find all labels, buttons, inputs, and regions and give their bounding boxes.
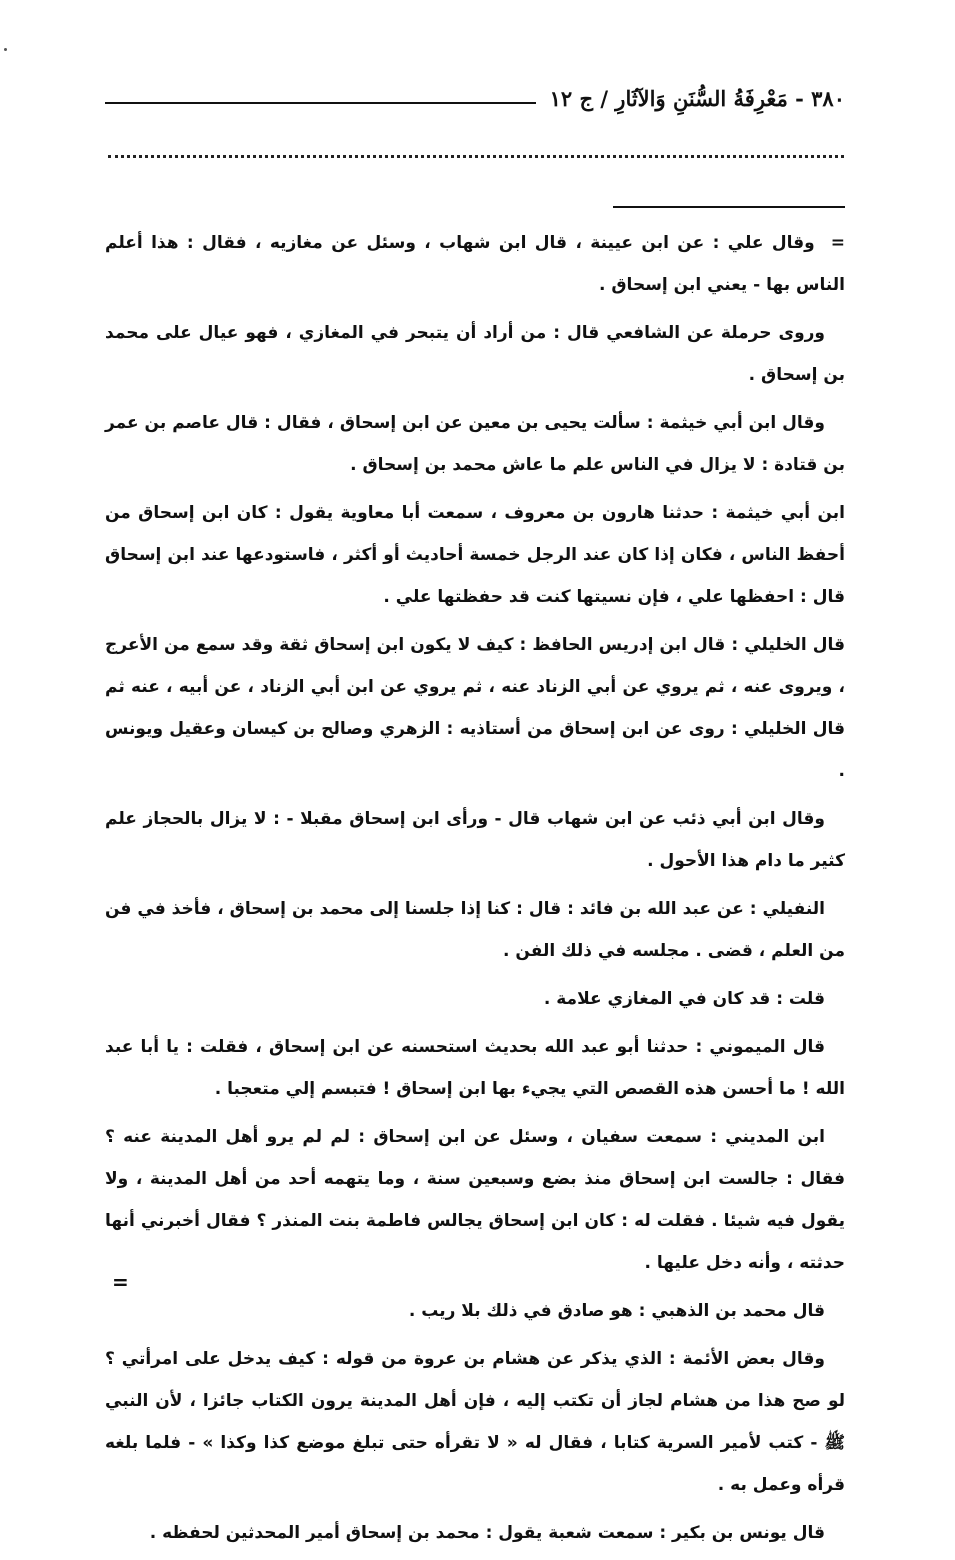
paragraph-1: [105, 222, 845, 306]
paragraph-6: وقال ابن أبي ذئب عن ابن شهاب قال - ورأى ابن إسحاق مقبلا - : لا يزال بالحجاز علم كثير ما دام هذا الأحول .: [105, 809, 845, 871]
paragraph-10: ابن المديني : سمعت سفيان ، وسئل عن ابن إسحاق : لم لم يرو أهل المدينة عنه ؟ فقال : جالست ابن إسحاق منذ بضع وسبعين سنة ، وما يتهمه أحد من أهل المدينة ، ولا يقول فيه شيئا . فقلت له : كان ابن إسحاق يجالس فاطمة بنت المنذر ؟ فقال أخبرني أنها حدثته ، وأنه دخل عليها .: [105, 1127, 845, 1273]
paragraph-13: قال يونس بن بكير : سمعت شعبة يقول : محمد بن إسحاق أمير المحدثين لحفظه .: [149, 1523, 825, 1543]
dotted-separator: [108, 155, 844, 158]
paragraph-1-text: وقال علي : عن ابن عيينة ، قال ابن شهاب ، وسئل عن مغازيه ، فقال : هذا أعلم الناس بها - يعني ابن إسحاق .: [105, 233, 845, 295]
paragraph-5: قال الخليلي : قال ابن إدريس الحافظ : كيف لا يكون ابن إسحاق ثقة وقد سمع من الأعرج ، ويروى عنه ، ثم يروي عن أبي الزناد عنه ، ثم يروي عن ابن أبي الزناد ، عن أبيه ، عنه ثم قال الخليلي : روى عن ابن إسحاق من أستاذيه : الزهري وصالح بن كيسان وعقيل ويونس .: [105, 635, 845, 781]
footnote-text: [105, 222, 845, 1560]
page-number-and-title: ٣٨٠ - مَعْرِفَةُ السُّنَنِ وَالآثَارِ / ج ١٢: [549, 85, 845, 111]
header-rule: [105, 102, 536, 104]
paragraph-2: وروى حرملة عن الشافعي قال : من أراد أن يتبحر في المغازي ، فهو عيال على محمد بن إسحاق .: [105, 323, 845, 385]
paragraph-3: وقال ابن أبي خيثمة : سألت يحيى بن معين عن ابن إسحاق ، فقال : قال عاصم بن عمر بن قتادة : لا يزال في الناس علم ما عاش محمد بن إسحاق .: [105, 413, 845, 475]
paragraph-9: قال الميموني : حدثنا أبو عبد الله بحديث استحسنه عن ابن إسحاق ، فقلت : يا أبا عبد الله ! ما أحسن هذه القصص التي يجيء بها ابن إسحاق ! فتبسم إلي متعجبا .: [105, 1037, 845, 1099]
paragraph-8: قلت : قد كان في المغازي علامة .: [543, 989, 825, 1009]
scan-speck: [4, 48, 7, 51]
running-header: [105, 78, 845, 118]
footnote-rule: [613, 206, 845, 208]
continuation-mark-end: =: [112, 1270, 129, 1294]
continuation-mark-start: =: [830, 233, 845, 253]
paragraph-11: قال محمد بن الذهبي : هو صادق في ذلك بلا ريب .: [408, 1301, 825, 1321]
paragraph-4: ابن أبي خيثمة : حدثنا هارون بن معروف ، سمعت أبا معاوية يقول : كان ابن إسحاق من أحفظ الناس ، فكان إذا كان عند الرجل خمسة أحاديث أو أكثر ، فاستودعها عند ابن إسحاق قال : احفظها علي ، فإن نسيتها كنت قد حفظتها علي .: [105, 503, 845, 607]
paragraph-12: وقال بعض الأئمة : الذي يذكر عن هشام بن عروة من قوله : كيف يدخل على امرأتي ؟ لو صح هذا من هشام لجاز أن تكتب إليه ، فإن أهل المدينة يرون الكتاب جائزا ، لأن النبي ﷺ - كتب لأمير السرية كتابا ، فقال له « لا تقرأه حتى تبلغ موضع كذا وكذا » - فلما بلغه قرأه وعمل به .: [105, 1349, 845, 1495]
paragraph-7: النفيلي : عن عبد الله بن فائد : قال : كنا إذا جلسنا إلى محمد بن إسحاق ، فأخذ في فن من العلم ، قضى . مجلسه في ذلك الفن .: [105, 899, 845, 961]
